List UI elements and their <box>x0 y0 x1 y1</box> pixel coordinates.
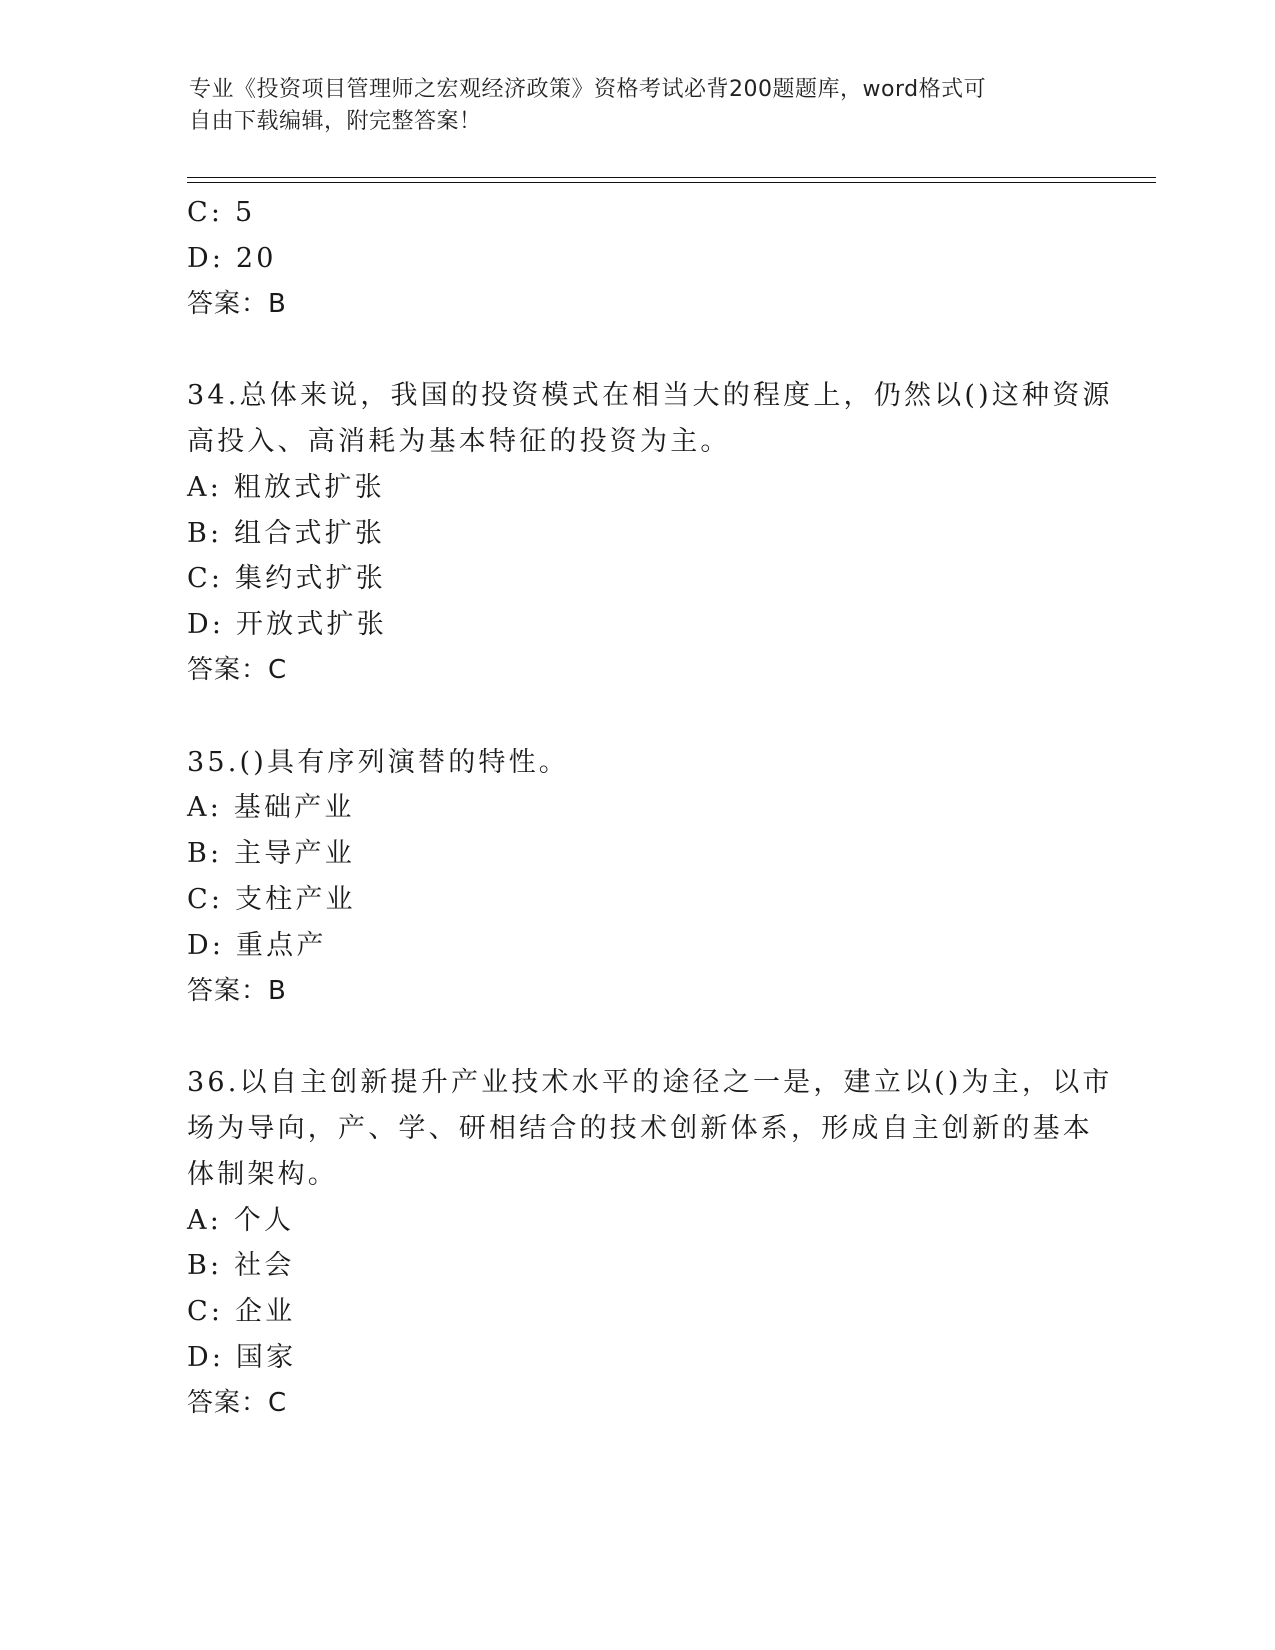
option-a: A: 粗放式扩张 <box>187 471 385 503</box>
option-a: A: 基础产业 <box>187 792 355 824</box>
option-b: B: 组合式扩张 <box>187 517 386 549</box>
option-b: B: 主导产业 <box>187 838 355 870</box>
option-c: C: 支柱产业 <box>187 883 356 915</box>
question-36 <box>187 1060 1113 1426</box>
question-stem-line: 35.()具有序列演替的特性。 <box>187 746 570 778</box>
option-c: C: 5 <box>187 197 256 228</box>
question-stem-line: 场为导向，产、学、研相结合的技术创新体系，形成自主创新的基本 <box>187 1112 1093 1144</box>
question-stem-line: 高投入、高消耗为基本特征的投资为主。 <box>187 425 731 457</box>
answer: 答案：C <box>187 654 288 685</box>
header-rule-top <box>187 177 1156 178</box>
option-d: D: 国家 <box>187 1341 297 1373</box>
question-35 <box>187 740 1087 1015</box>
header-line-2: 自由下载编辑，附完整答案！ <box>189 109 482 134</box>
option-d: D: 开放式扩张 <box>187 609 387 641</box>
option-a: A: 个人 <box>187 1204 295 1236</box>
question-stem-line: 36.以自主创新提升产业技术水平的途径之一是，建立以()为主，以市 <box>187 1067 1113 1099</box>
option-b: B: 社会 <box>187 1250 295 1282</box>
question-34 <box>187 373 1113 694</box>
header-rule-bottom <box>187 182 1156 183</box>
option-c: C: 企业 <box>187 1296 296 1328</box>
option-d: D: 20 <box>187 242 277 274</box>
header-line-1: 专业《投资项目管理师之宏观经济政策》资格考试必背200题题库，word格式可 <box>189 77 987 102</box>
option-d: D: 重点产 <box>187 929 327 961</box>
answer: 答案：B <box>187 975 287 1006</box>
document-body <box>187 190 1113 1427</box>
option-c: C: 集约式扩张 <box>187 563 386 595</box>
answer: 答案：B <box>187 288 287 319</box>
question-stem-line: 34.总体来说，我国的投资模式在相当大的程度上，仍然以()这种资源 <box>187 380 1113 412</box>
question-stem-line: 体制架构。 <box>187 1158 338 1190</box>
previous-question-fragment <box>187 190 1087 327</box>
answer: 答案：C <box>187 1387 288 1418</box>
document-header <box>189 74 1089 138</box>
